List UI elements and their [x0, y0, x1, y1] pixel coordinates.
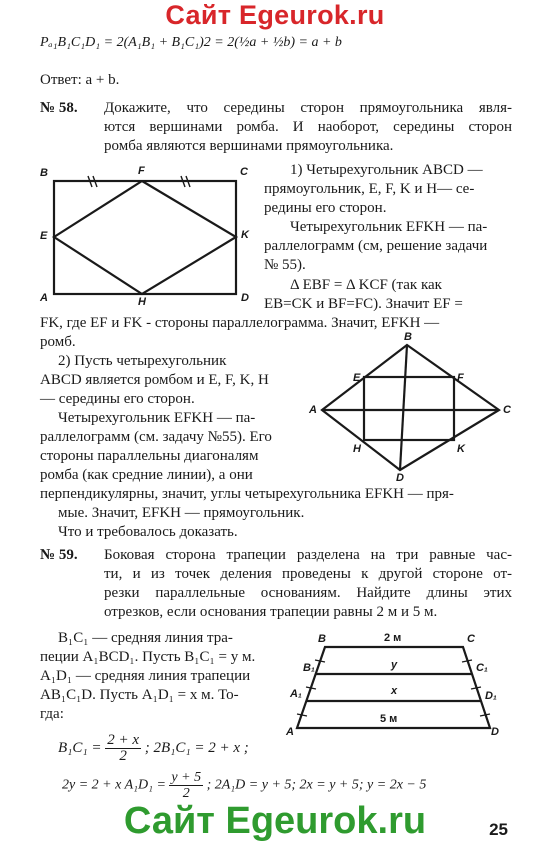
- part2-line: ромба (как средние линии), а они: [40, 467, 253, 483]
- part1-line: прямоугольник, E, F, K и H— се-: [264, 181, 475, 197]
- eq2-numerator: y + 5: [171, 770, 202, 785]
- part2-line: 2) Пусть четырехугольник: [58, 353, 227, 369]
- trap-label-b1: B₁: [303, 662, 315, 674]
- part2-line: мые. Значит, EFKH — прямоугольник.: [58, 505, 305, 521]
- problem-59-task-line: Боковая сторона трапеции разделена на три равные час-: [104, 547, 512, 563]
- solution-line: гда:: [40, 706, 64, 722]
- part2-line: Четырехугольник EFKH — па-: [58, 410, 256, 426]
- rhombus-label-a: A: [309, 404, 317, 416]
- part1-line: Δ EBF = Δ KCF (так как: [290, 277, 442, 293]
- rhombus-label-d: D: [396, 472, 404, 484]
- eq1-numerator: 2 + x: [107, 732, 140, 748]
- solution-line: B₁C₁ — средняя линия тра-: [58, 630, 233, 646]
- rect-label-c: C: [240, 166, 248, 178]
- rect-label-b: B: [40, 167, 48, 179]
- part1-line: раллелограмм (см, решение задачи: [264, 238, 488, 254]
- rhombus-label-h: H: [353, 443, 361, 455]
- eq1-left: B₁C₁ =: [58, 739, 102, 756]
- rhombus-label-f: F: [457, 372, 464, 384]
- site-watermark-top: Сайт Egeurok.ru: [165, 0, 385, 30]
- part1-line: Четырехугольник EFKH — па-: [290, 219, 488, 235]
- trap-label-d1: D₁: [485, 690, 497, 702]
- trap-label-d: D: [491, 726, 499, 738]
- rect-label-h: H: [138, 296, 146, 308]
- solution-line: AB₁C₁D. Пусть A₁D₁ = x м. То-: [40, 687, 239, 703]
- eq2-left: 2y = 2 + x A₁D₁ =: [62, 777, 166, 793]
- part2-line: Что и требовалось доказать.: [58, 524, 238, 540]
- problem-59-task-line: резки параллельные основаниям. Найдите длины этих: [104, 585, 512, 601]
- trap-label-c1: C₁: [476, 662, 488, 674]
- page-number: 25: [489, 820, 508, 839]
- part2-line: ABCD является ромбом и E, F, K, H: [40, 372, 269, 388]
- perimeter-formula: Pₐ₁B₁C₁D₁ = 2(A₁B₁ + B₁C₁)2 = 2(½a + ½b) = a + b: [40, 35, 342, 50]
- part1-line: № 55).: [264, 257, 306, 273]
- problem-58-task-line: Докажите, что середины сторон прямоугольника явля-: [104, 100, 512, 116]
- part2-line: перпендикулярны, значит, углы четырехугольника EFKH — пря-: [40, 486, 454, 502]
- rhombus-label-b: B: [404, 331, 412, 343]
- problem-59-number: № 59.: [40, 547, 78, 563]
- part1-line: 1) Четырехугольник ABCD —: [290, 162, 483, 178]
- problem-58-task-line: ются вершинами ромба. И наоборот, середины сторон: [104, 119, 512, 135]
- eq1-denominator: 2: [119, 748, 127, 764]
- eq1-right: ; 2B₁C₁ = 2 + x ;: [144, 739, 249, 756]
- rect-label-e: E: [40, 230, 48, 242]
- part2-line: раллелограмм (см. задачу №55). Его: [40, 429, 272, 445]
- eq2-denominator: 2: [182, 786, 190, 801]
- trap-label-top-base: 2 м: [384, 632, 402, 644]
- trap-label-a1: A₁: [290, 688, 302, 700]
- trap-label-b: B: [318, 633, 326, 645]
- part1-line: EB=CK и BF=FC). Значит EF =: [264, 296, 463, 312]
- site-watermark-bottom: Сайт Egeurok.ru: [123, 800, 427, 842]
- solution-line: пеции A₁BCD₁. Пусть B₁C₁ = y м.: [40, 649, 256, 665]
- trap-label-x: x: [391, 685, 398, 697]
- problem-59-task-line: ти, и из точек деления проведены к другой стороне от-: [104, 566, 512, 582]
- trap-label-y: y: [391, 659, 398, 671]
- rhombus-label-k: K: [457, 443, 465, 455]
- trap-label-bottom-base: 5 м: [380, 713, 398, 725]
- eq2-right: ; 2A₁D = y + 5; 2x = y + 5; y = 2x − 5: [206, 777, 427, 793]
- part2-line: стороны параллельны диагоналям: [40, 448, 259, 464]
- part2-line: — середины его сторон.: [40, 391, 195, 407]
- rect-label-d: D: [241, 292, 249, 304]
- solution-line: A₁D₁ — средняя линия трапеции: [40, 668, 251, 684]
- problem-58-task-line: ромба являются вершинами прямоугольника.: [104, 138, 394, 154]
- part1-line: FK, где EF и FK - стороны параллелограмма. Значит, EFKH —: [40, 315, 440, 331]
- rect-label-f: F: [138, 165, 145, 177]
- rect-label-a: A: [40, 292, 48, 304]
- rhombus-label-e: E: [353, 372, 361, 384]
- problem-59-task-line: отрезков, если основания трапеции равны 2 м и 5 м.: [104, 604, 438, 620]
- part1-line: редины его сторон.: [264, 200, 387, 216]
- part1-line: ромб.: [40, 334, 76, 350]
- trap-label-c: C: [467, 633, 475, 645]
- rect-label-k: K: [241, 229, 249, 241]
- trap-label-a: A: [286, 726, 294, 738]
- answer-line: Ответ: a + b.: [40, 72, 120, 88]
- rhombus-label-c: C: [503, 404, 511, 416]
- problem-58-number: № 58.: [40, 100, 78, 116]
